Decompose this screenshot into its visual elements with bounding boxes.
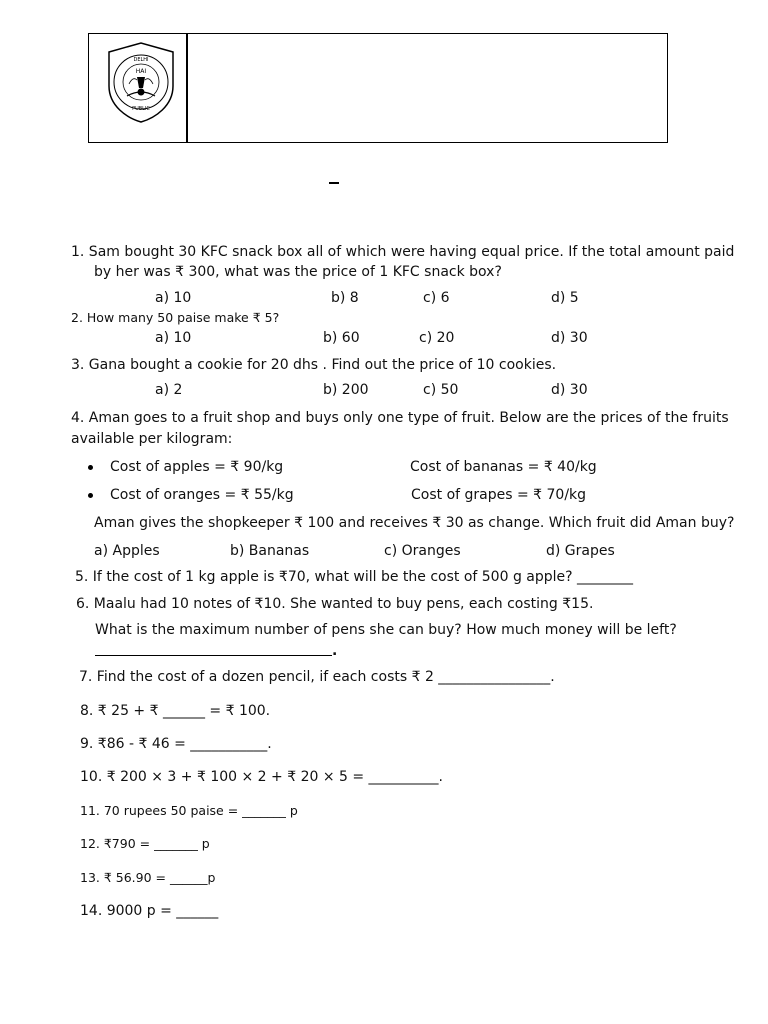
question-1-line-2: by her was ₹ 300, what was the price of 1 KFC snack box? [94,264,502,280]
question-3-option-c: c) 50 [423,382,459,398]
question-3-option-d: d) 30 [551,382,588,398]
question-6-line-1: 6. Maalu had 10 notes of ₹10. She wanted to buy pens, each costing ₹15. [76,596,594,612]
question-4-option-d: d) Grapes [546,543,615,559]
question-8-text: 8. ₹ 25 + ₹ ______ = ₹ 100. [80,703,271,719]
question-6-line-2: What is the maximum number of pens she can buy? How much money will be left? [95,622,677,638]
logo-bottom-text: PUBLIC [132,106,150,112]
logo-top-text: DELHI [133,57,149,63]
question-6-end-mark: . [332,643,338,659]
question-4-line-1: 4. Aman goes to a fruit shop and buys only one type of fruit. Below are the prices of the fruits [71,410,729,426]
price-bananas: Cost of bananas = ₹ 40/kg [410,459,597,475]
title-dash [329,182,339,184]
question-1-option-d: d) 5 [551,290,579,306]
question-2-option-a: a) 10 [155,330,192,346]
bullet-1 [88,465,93,470]
question-6-answer-line [95,655,332,656]
question-3-text: 3. Gana bought a cookie for 20 dhs . Find out the price of 10 cookies. [71,357,557,373]
price-oranges: Cost of oranges = ₹ 55/kg [110,487,294,503]
question-4-option-c: c) Oranges [384,543,461,559]
question-1-option-c: c) 6 [423,290,450,306]
question-14-text: 14. 9000 p = ______ [80,903,219,919]
question-2-option-c: c) 20 [419,330,455,346]
question-4-option-a: a) Apples [94,543,160,559]
question-4-question: Aman gives the shopkeeper ₹ 100 and receives ₹ 30 as change. Which fruit did Aman buy? [94,515,735,531]
question-1-option-a: a) 10 [155,290,192,306]
bullet-2 [88,493,93,498]
question-5-text: 5. If the cost of 1 kg apple is ₹70, what will be the cost of 500 g apple? ________ [75,569,634,585]
question-3-option-b: b) 200 [323,382,369,398]
question-4-line-2: available per kilogram: [71,431,233,447]
question-1-line-1: 1. Sam bought 30 KFC snack box all of which were having equal price. If the total amount paid [71,244,735,260]
question-2-option-d: d) 30 [551,330,588,346]
logo-center-text: HAI [135,68,147,75]
question-3-option-a: a) 2 [155,382,183,398]
header-divider [186,34,188,142]
question-11-text: 11. 70 rupees 50 paise = _______ p [80,803,298,818]
question-1-option-b: b) 8 [331,290,359,306]
question-7-text: 7. Find the cost of a dozen pencil, if each costs ₹ 2 ________________. [79,669,555,685]
question-2-text: 2. How many 50 paise make ₹ 5? [71,310,280,325]
question-12-text: 12. ₹790 = _______ p [80,836,210,851]
question-2-option-b: b) 60 [323,330,360,346]
price-apples: Cost of apples = ₹ 90/kg [110,459,284,475]
question-4-option-b: b) Bananas [230,543,310,559]
question-13-text: 13. ₹ 56.90 = ______p [80,870,216,885]
question-10-text: 10. ₹ 200 × 3 + ₹ 100 × 2 + ₹ 20 × 5 = __________. [80,769,444,785]
school-logo [103,40,179,124]
price-grapes: Cost of grapes = ₹ 70/kg [411,487,587,503]
question-9-text: 9. ₹86 - ₹ 46 = ___________. [80,736,272,752]
